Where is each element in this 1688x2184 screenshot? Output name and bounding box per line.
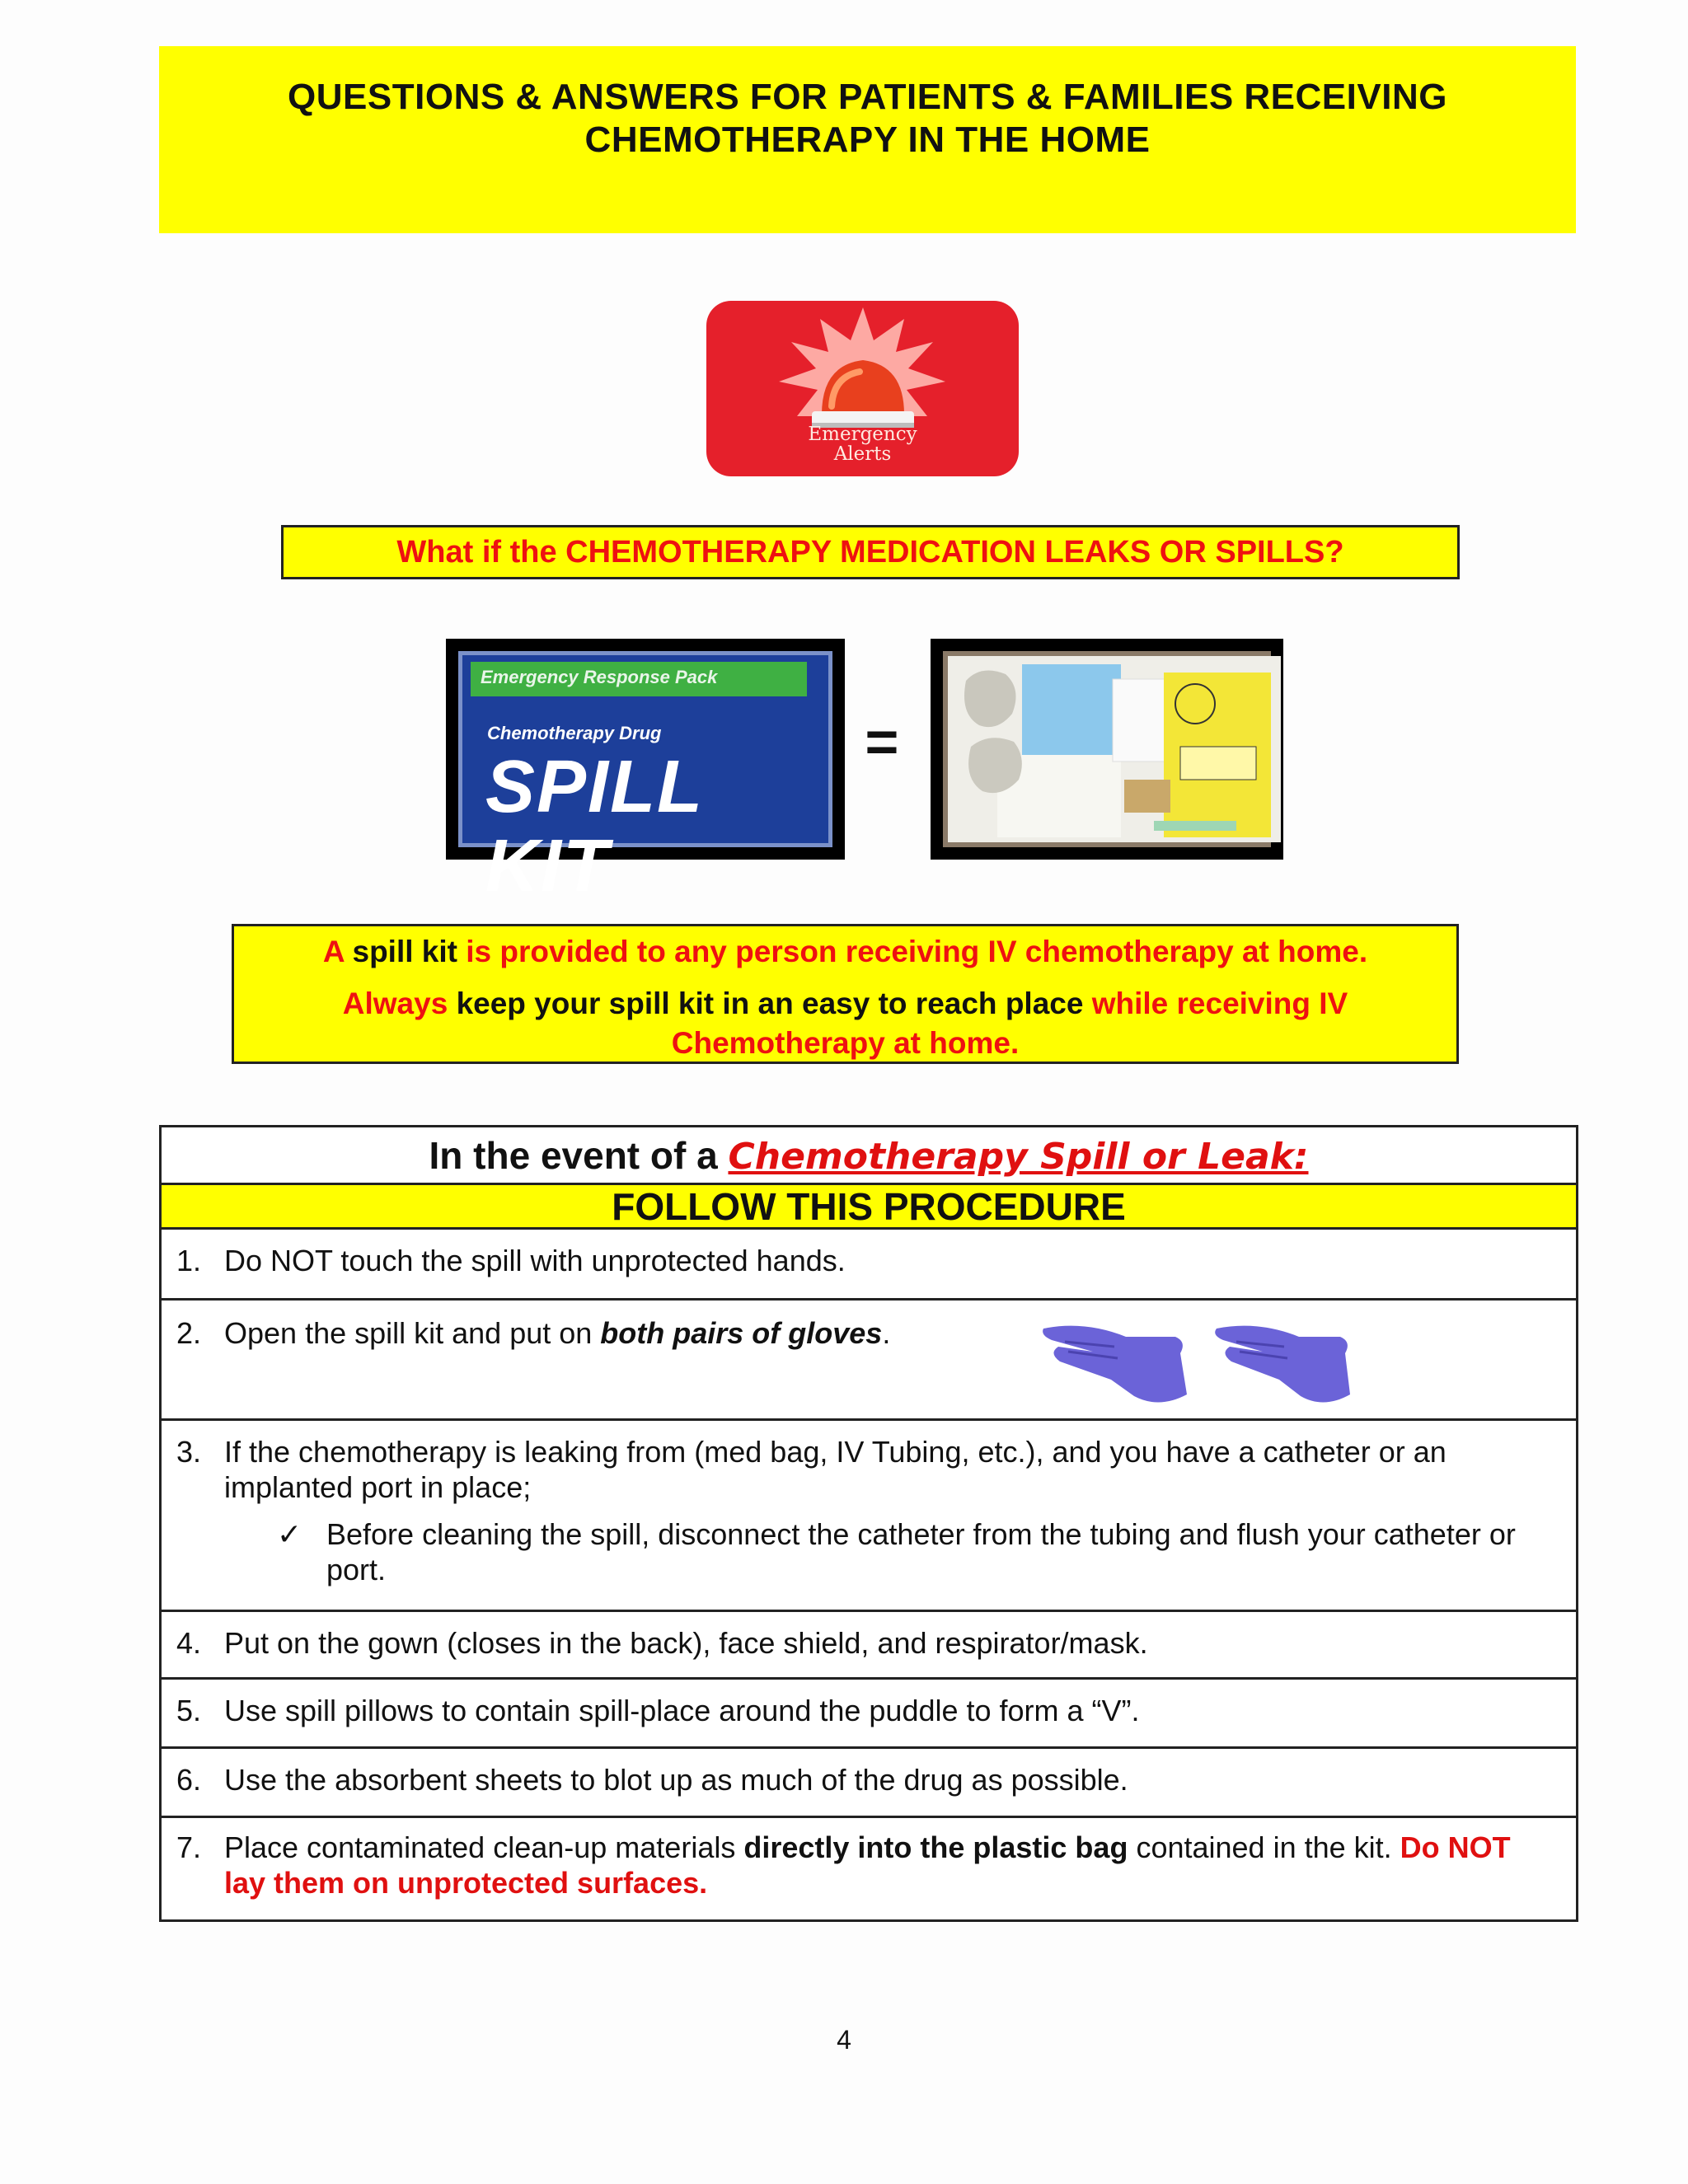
procedure-step-7: 7. Place contaminated clean-up materials directly into the plastic bag contained in the kit. Do NOT lay them on unprotected surfaces.: [161, 1817, 1578, 1921]
procedure-step-6: 6. Use the absorbent sheets to blot up as much of the drug as possible.: [161, 1748, 1578, 1817]
equals-sign: =: [865, 710, 899, 774]
procedure-heading: In the event of a Chemotherapy Spill or Leak:: [161, 1127, 1578, 1184]
title-line-2: CHEMOTHERAPY IN THE HOME: [584, 120, 1151, 160]
leak-question-box: What if the CHEMOTHERAPY MEDICATION LEAKS OR SPILLS?: [281, 525, 1460, 579]
procedure-step-5: 5. Use spill pillows to contain spill-place around the puddle to form a “V”.: [161, 1679, 1578, 1748]
kit-contents-illustration: [948, 656, 1281, 842]
page-number: 4: [837, 2025, 851, 2055]
procedure-step-1: 1. Do NOT touch the spill with unprotected hands.: [161, 1229, 1578, 1300]
kit-main-label: SPILL KIT: [485, 746, 703, 907]
procedure-subheading: FOLLOW THIS PROCEDURE: [161, 1184, 1578, 1229]
glove-icon: [1208, 1304, 1357, 1411]
title-banner: [159, 46, 1576, 233]
procedure-step-4: 4. Put on the gown (closes in the back), face shield, and respirator/mask.: [161, 1611, 1578, 1679]
procedure-table: [159, 1125, 1578, 1922]
kit-contents-photo: [931, 639, 1283, 860]
procedure-heading-event: Chemotherapy Spill or Leak:: [728, 1135, 1309, 1178]
spill-kit-photo: [446, 639, 845, 907]
title-line-1: QUESTIONS & ANSWERS FOR PATIENTS & FAMILIES RECEIVING: [288, 77, 1447, 117]
spill-kit-info-line-2: Always keep your spill kit in an easy to reach place while receiving IV Chemotherapy at home.: [342, 987, 1348, 1060]
spill-kit-info-line-1: A spill kit is provided to any person receiving IV chemotherapy at home.: [322, 935, 1368, 968]
checkmark-icon: ✓: [277, 1517, 302, 1551]
alert-text-line-1: Emergency: [808, 424, 917, 445]
procedure-step-3-sub: ✓ Before cleaning the spill, disconnect the catheter from the tubing and flush your catheter or port.: [277, 1517, 1516, 1586]
pack-band-label: Emergency Response Pack: [471, 662, 807, 696]
procedure-step-3: 3. If the chemotherapy is leaking from (med bag, IV Tubing, etc.), and you have a catheter or an implanted port in place; ✓ Before cleaning the spill, disconnect the catheter from the tubing and flush your catheter or port.: [161, 1420, 1578, 1611]
emergency-alert-icon: [706, 301, 1019, 476]
alert-text-line-2: Alerts: [833, 443, 892, 465]
procedure-step-2: 2. Open the spill kit and put on both pairs of gloves.: [161, 1300, 1578, 1420]
glove-icon: [1035, 1304, 1192, 1411]
kit-subtitle: Chemotherapy Drug: [487, 723, 662, 743]
spill-kit-info-box: [232, 924, 1459, 1064]
